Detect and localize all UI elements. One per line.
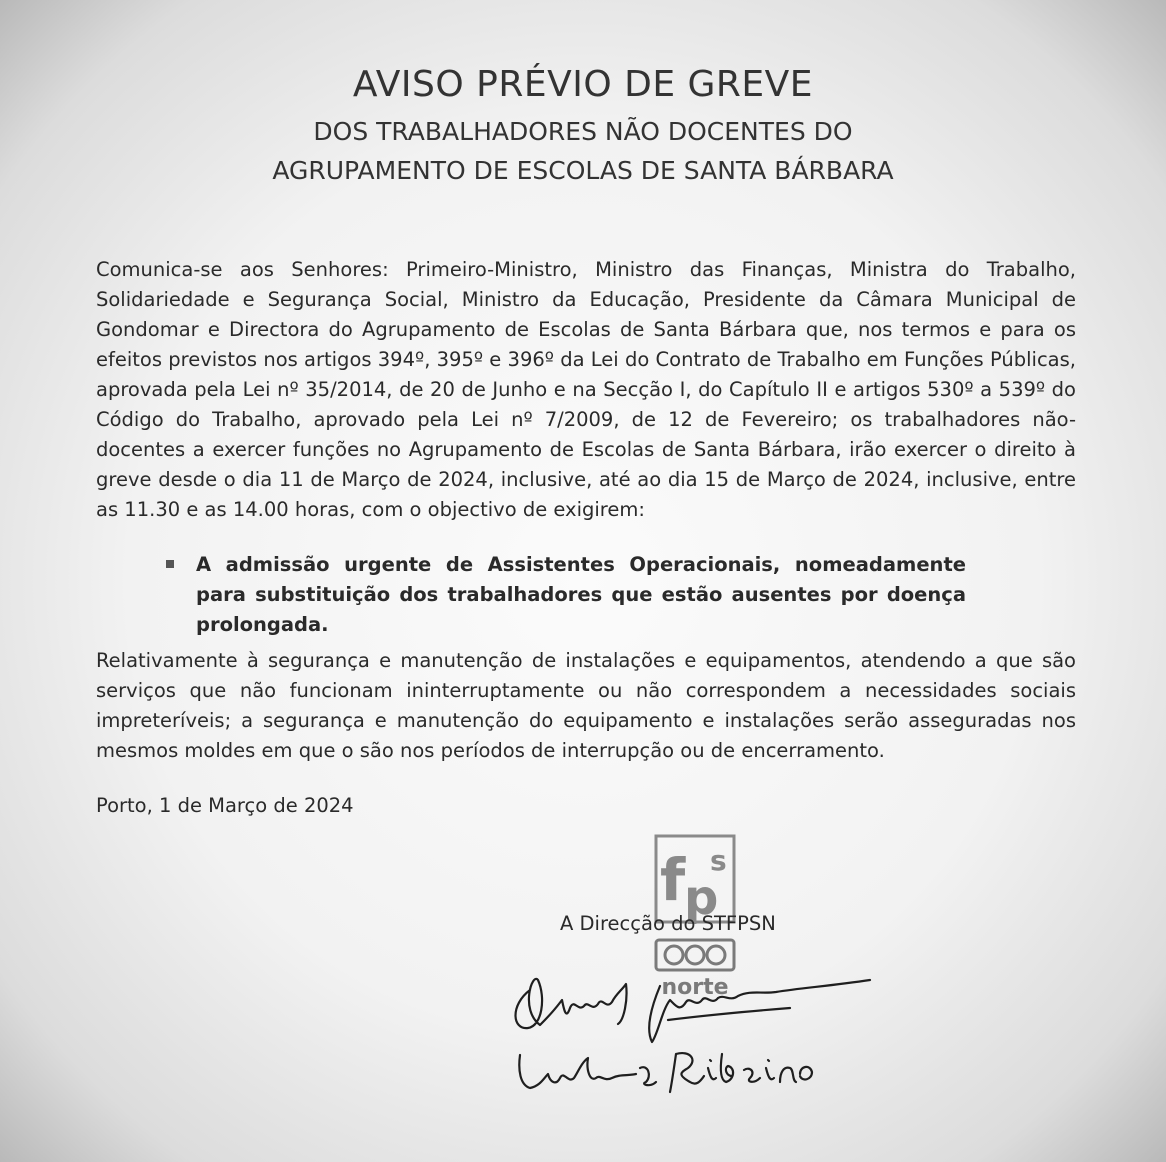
demand-list <box>166 550 966 640</box>
svg-text:norte: norte <box>661 975 729 999</box>
bullet-square-icon <box>166 560 174 568</box>
svg-text:f: f <box>660 846 686 914</box>
notice-paragraph: Comunica-se aos Senhores: Primeiro-Ministro, Ministro das Finanças, Ministra do Trabalho, Solidariedade e Segurança Social, Ministro da Educação, Presidente da Câmara Municipal de Gondomar e Directora do Agrupamento de Escolas de Santa Bárbara que, nos termos e para os efeitos previstos nos artigos 394º, 395º e 396º da Lei do Contrato de Trabalho em Funções Públicas, aprovada pela Lei nº 35/2014, de 20 de Junho e na Secção I, do Capítulo II e artigos 530º a 539º do Código do Trabalho, aprovado pela Lei nº 7/2009, de 12 de Fevereiro; os trabalhadores não-docentes a exercer funções no Agrupamento de Escolas de Santa Bárbara, irão exercer o direito à greve desde o dia 11 de Março de 2024, inclusive, até ao dia 15 de Março de 2024, inclusive, entre as 11.30 e as 14.00 horas, com o objectivo de exigirem: <box>96 258 1076 521</box>
handwritten-signature <box>500 950 900 1110</box>
place-date: Porto, 1 de Março de 2024 <box>96 794 354 817</box>
demand-item: A admissão urgente de Assistentes Operacionais, nomeadamente para substituição dos trabalhadores que estão ausentes por doença prolongada. <box>196 553 966 636</box>
document-title: AVISO PRÉVIO DE GREVE <box>352 64 814 105</box>
document-subtitle-line1: DOS TRABALHADORES NÃO DOCENTES DO <box>313 117 853 146</box>
maintenance-paragraph: Relativamente à segurança e manutenção de instalações e equipamentos, atendendo a que são serviços que não funcionam ininterruptamente ou não correspondem a necessidades sociais impreteríveis; a segurança e manutenção do equipamento e instalações serão asseguradas nos mesmos moldes em que o são nos períodos de interrupção ou de encerramento. <box>96 649 1076 762</box>
svg-text:s: s <box>710 844 727 877</box>
document-subtitle-line2: AGRUPAMENTO DE ESCOLAS DE SANTA BÁRBARA <box>272 156 894 185</box>
svg-text:p: p <box>684 870 719 926</box>
signatory-direction: A Direcção do STFPSN <box>560 912 776 935</box>
